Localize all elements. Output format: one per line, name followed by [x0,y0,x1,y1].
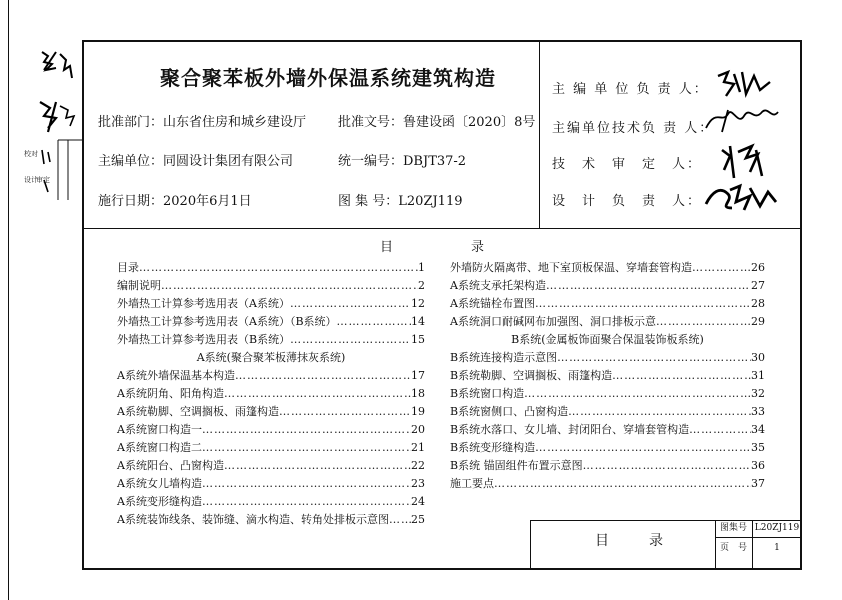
toc-item-page: 35 [751,441,765,454]
toc-item-page: 27 [751,279,765,292]
toc-item[interactable] [450,277,765,295]
toc-item[interactable] [117,403,425,421]
toc-item[interactable] [117,259,425,277]
toc-item-page: 28 [751,297,765,310]
toc-item-page: 24 [411,495,425,508]
toc-item-page: 32 [751,387,765,400]
toc-item-title: 编制说明 [117,279,161,292]
toc-item-page: 26 [751,261,765,274]
toc-item-title: A系统锚栓布置图 [450,297,535,310]
toc-item[interactable] [117,313,425,331]
toc-right-column [450,259,765,493]
responsible-chief-unit: 主 编 单 位 负 责 人： [552,82,709,97]
toc-item-title: 外墙热工计算参考选用表（B系统） [117,333,291,346]
toc-item[interactable] [450,421,765,439]
toc-item-page: 17 [411,369,425,382]
toc-item[interactable] [450,439,765,457]
toc-item[interactable] [450,295,765,313]
toc-item-page: 30 [751,351,765,364]
toc-item[interactable] [450,475,765,493]
toc-item-page: 33 [751,405,765,418]
toc-item-page: 12 [411,297,425,310]
toc-item-page: 19 [411,405,425,418]
toc-item-title: B系统窗口构造 [450,387,525,400]
toc-item-title: 目录 [117,261,139,274]
toc-item[interactable] [117,295,425,313]
toc-item-title: 外墙热工计算参考选用表（A系统）（B系统） [117,315,337,328]
toc-item-title: 外墙热工计算参考选用表（A系统） [117,297,290,310]
toc-item-title: 施工要点 [450,477,494,490]
toc-item[interactable] [117,421,425,439]
responsible-designer: 设 计 负 责 人： [552,194,703,209]
toc-item-title: A系统窗口构造一 [117,423,202,436]
toc-item-page: 20 [411,423,425,436]
toc-item[interactable] [117,475,425,493]
toc-item-page: 23 [411,477,425,490]
toc-item[interactable] [117,457,425,475]
toc-item-page: 18 [411,387,425,400]
toc-item-title: A系统勒脚、空调搁板、雨篷构造 [117,405,279,418]
toc-item-page: 25 [411,513,425,526]
toc-item[interactable] [450,313,765,331]
toc-section-a-heading: A系统(聚合聚苯板薄抹灰系统) [196,351,346,364]
toc-item-title: B系统窗侧口、凸窗构造 [450,405,569,418]
title-block-row-divider [715,537,802,538]
toc-item-page: 1 [418,261,425,274]
toc-item-title: A系统阴角、阳角构造 [117,387,224,400]
side-label-jiaodui: 校对 [24,150,38,158]
toc-item[interactable] [450,259,765,277]
toc-heading: 目 录 [380,240,485,255]
toc-item[interactable] [117,277,425,295]
toc-item-page: 22 [411,459,425,472]
unified-number: 统一编号：DBJT37-2 [338,154,467,169]
toc-item[interactable] [117,331,425,349]
signature-2 [702,104,782,138]
toc-item[interactable] [450,403,765,421]
title-block-atlas-value: L20ZJ119 [754,523,800,533]
toc-item-title: A系统洞口耐碱网布加强图、洞口排板示意 [450,315,656,328]
title-block-atlas-label: 图集号 [719,523,747,533]
toc-item[interactable] [117,511,425,529]
toc-item[interactable] [117,493,425,511]
signature-4 [702,180,782,214]
chief-editor-unit: 主编单位：同圆设计集团有限公司 [98,154,294,169]
title-block-page-value: 1 [774,543,780,553]
toc-left-column [117,259,425,529]
toc-item-page: 37 [751,477,765,490]
toc-item[interactable] [450,367,765,385]
toc-item-title: B系统变形缝构造 [450,441,536,454]
approval-document-number: 批准文号：鲁建设函〔2020〕8号 [338,115,536,130]
toc-item-page: 14 [411,315,425,328]
atlas-number: 图 集 号：L20ZJ119 [338,194,463,209]
toc-item-page: 21 [411,441,425,454]
toc-item-title: A系统女儿墙构造 [117,477,202,490]
toc-item-page: 15 [411,333,425,346]
toc-item[interactable] [117,439,425,457]
toc-item[interactable] [117,385,425,403]
title-block-page-label: 页 号 [719,543,747,553]
toc-item[interactable] [450,457,765,475]
signature-1 [712,66,782,100]
title-block-name: 目 录 [595,533,667,549]
header-divider [82,228,802,229]
toc-item-title: A系统窗口构造二 [117,441,202,454]
toc-item-title: A系统外墙保温基本构造 [117,369,235,382]
toc-item-title: 外墙防火隔离带、地下室顶板保温、穿墙套管构造 [450,261,692,274]
toc-item[interactable] [450,349,765,367]
signature-3 [716,142,776,182]
toc-item-title: B系统勒脚、空调搁板、雨篷构造 [450,369,613,382]
toc-item-page: 36 [751,459,765,472]
side-label-sheji: 设计 [24,176,38,184]
toc-item-page: 29 [751,315,765,328]
toc-item-page: 31 [751,369,765,382]
toc-item-title: B系统连接构造示意图 [450,351,558,364]
toc-item-title: B系统水落口、女儿墙、封闭阳台、穿墙套管构造 [450,423,690,436]
responsible-reviewer: 技 术 审 定 人： [552,157,703,172]
toc-item-page: 2 [418,279,425,292]
header-vertical-divider [539,40,540,228]
responsible-technical: 主编单位技术负 责 人： [552,121,715,136]
approval-department: 批准部门：山东省住房和城乡建设厅 [98,115,307,130]
sheet-title: 聚合聚苯板外墙外保温系统建筑构造 [160,66,496,90]
toc-item-title: A系统支承托架构造 [450,279,546,292]
toc-section-b-heading: B系统(金属板饰面聚合保温装饰板系统) [511,333,704,346]
effective-date: 施行日期：2020年6月1日 [98,194,252,209]
sheet-left-edge [8,0,9,600]
toc-item-page: 34 [751,423,765,436]
toc-item-title: A系统装饰线条、装饰缝、滴水构造、转角处排板示意图 [117,513,389,526]
side-label-shending: 审定 [36,176,50,184]
toc-item[interactable] [450,385,765,403]
toc-item-title: A系统变形缝构造 [117,495,202,508]
toc-item-title: B系统 锚固组件布置示意图 [450,459,583,472]
toc-item-title: A系统阳台、凸窗构造 [117,459,224,472]
toc-item[interactable] [117,367,425,385]
